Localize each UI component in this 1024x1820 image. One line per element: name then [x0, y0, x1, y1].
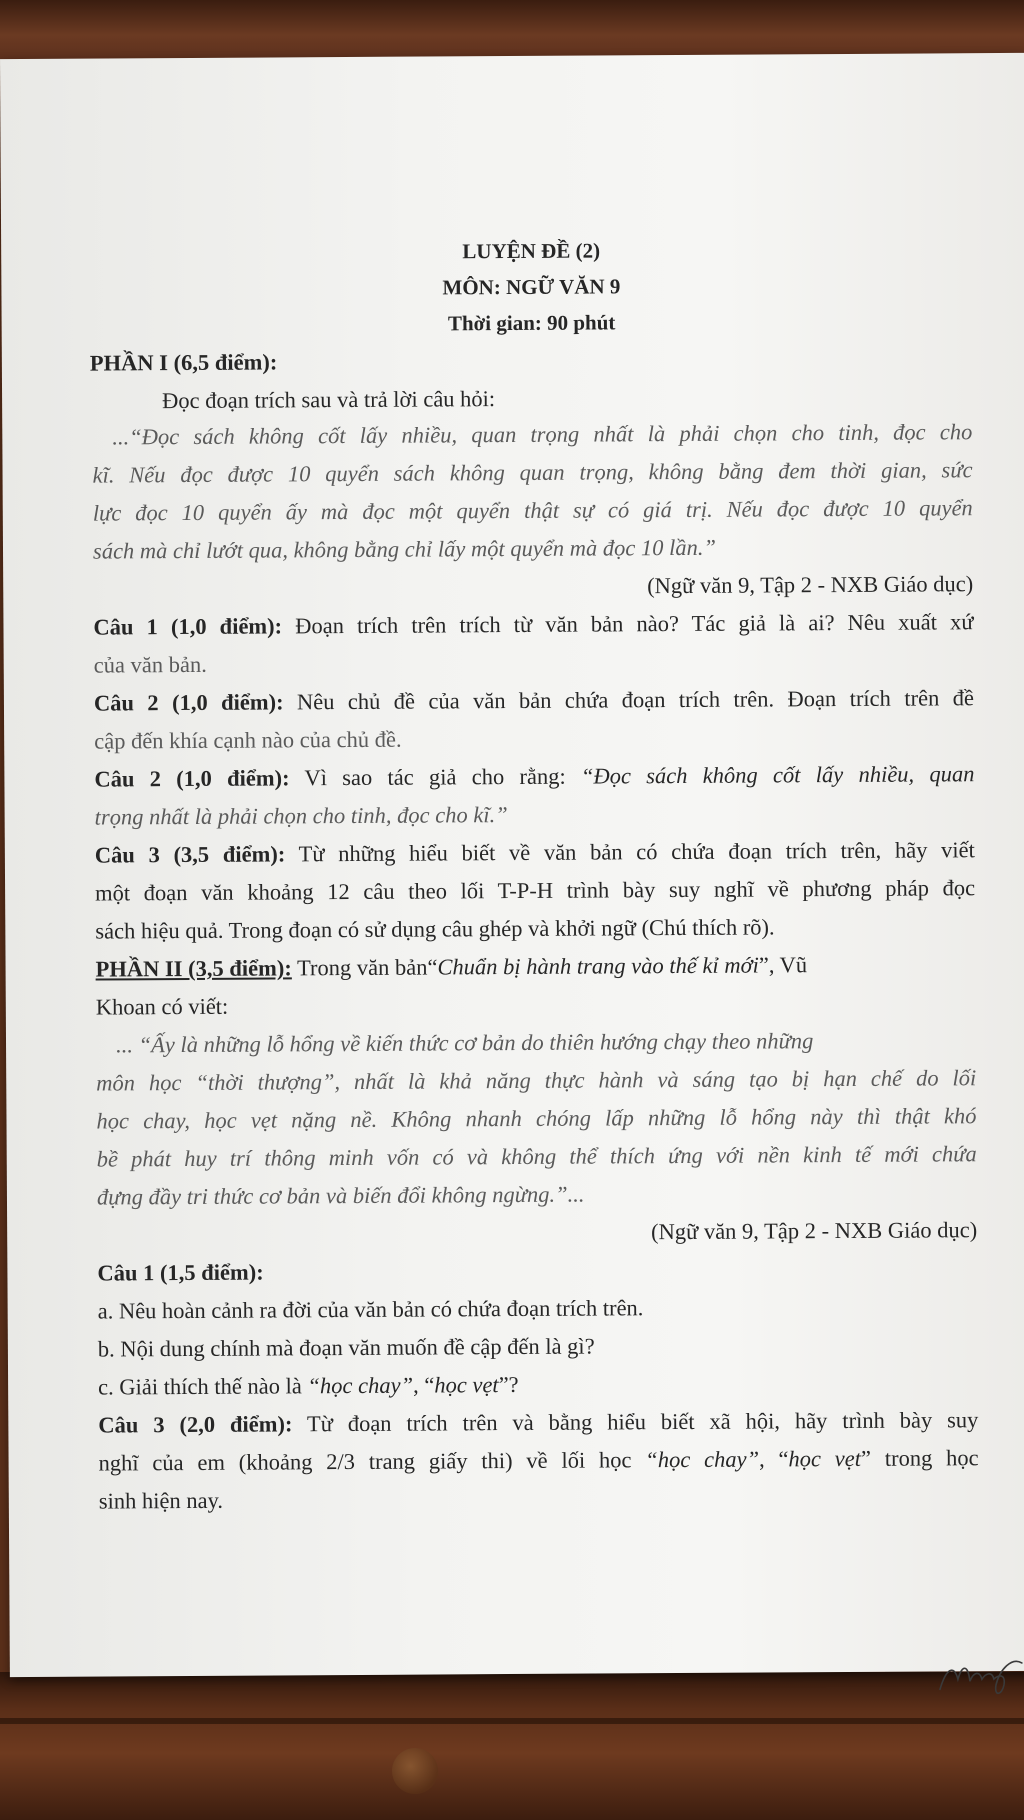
question-text: Từ đoạn trích trên và bằng hiểu biết xã hội, hãy trình bày suy	[292, 1407, 979, 1437]
part1-excerpt-line: ...“Đọc sách không cốt lấy nhiều, quan trọng nhất là phải chọn cho tinh, đọc cho	[112, 419, 973, 450]
question-text: , “	[412, 1372, 435, 1398]
part2-excerpt-line: bề phát huy trí thông minh vốn có và không thể thích ứng với nền kinh tế mới chứa	[96, 1141, 977, 1172]
part1-excerpt-line: lực đọc 10 quyển ấy mà đọc một quyển thật sự có giá trị. Nếu đọc được 10 quyển	[92, 495, 973, 526]
part2-question-3	[98, 1401, 978, 1444]
part1-question-1	[93, 603, 973, 646]
question-label: Câu 3 (2,0 điểm):	[98, 1411, 293, 1438]
exam-paper	[0, 53, 1024, 1677]
part2-excerpt-line: đựng đầy tri thức cơ bản và biến đổi không ngừng.”...	[96, 1181, 585, 1210]
question-text: Vì sao tác giả cho rằng:	[289, 763, 582, 791]
part1-instruction: Đọc đoạn trích sau và trả lời câu hỏi:	[162, 386, 496, 414]
part2-excerpt-line: môn học “thời thượng”, nhất là khả năng thực hành và sáng tạo bị hạn chế do lối	[96, 1065, 977, 1096]
quote-text: “học chay”	[307, 1372, 414, 1399]
question-text: Nêu chủ đề của văn bản chứa đoạn trích trên. Đoạn trích trên đề	[283, 685, 975, 715]
question-text: sinh hiện nay.	[98, 1487, 224, 1514]
question-label: Câu 3 (3,5 điểm):	[94, 841, 286, 868]
quote-text: “Đọc sách không cốt lấy nhiều, quan	[580, 761, 975, 789]
question-text: Đoạn trích trên trích từ văn bản nào? Tác giả là ai? Nêu xuất xứ	[282, 609, 974, 639]
work-title: Chuẩn bị hành trang vào thế kỉ mới	[437, 952, 759, 980]
part1-source: (Ngữ văn 9, Tập 2 - NXB Giáo dục)	[647, 571, 974, 599]
question-text: Từ những hiểu biết về văn bản có chứa đoạn trích trên, hãy viết	[285, 837, 975, 867]
question-text: ”?	[498, 1371, 519, 1398]
handwritten-signature	[936, 1649, 1024, 1700]
part2-intro	[95, 945, 975, 988]
part1-question-2	[94, 679, 974, 722]
part1-excerpt-line: kĩ. Nếu đọc được 10 quyển sách không quan trọng, không bằng đem thời gian, sức	[92, 457, 973, 488]
part2-question-1c	[98, 1363, 978, 1406]
question-label: Câu 1 (1,0 điểm):	[93, 613, 283, 640]
quote-text: học vẹt	[788, 1445, 862, 1472]
question-text: nghĩ của em (khoảng 2/3 trang giấy thi) về lối học	[98, 1447, 646, 1476]
part1-question-3	[95, 831, 975, 874]
question-text: của văn bản.	[93, 651, 207, 678]
exam-time: Thời gian: 90 phút	[447, 310, 616, 336]
quote-text: “học chay”	[645, 1446, 760, 1473]
question-label: Câu 2 (1,0 điểm):	[94, 765, 290, 792]
exam-title: LUYỆN ĐỀ (2)	[462, 238, 601, 264]
part1-question-2b	[94, 755, 974, 798]
question-text: , “	[758, 1446, 789, 1472]
question-text: cập đến khía cạnh nào của chủ đề.	[94, 726, 402, 754]
exam-subject: MÔN: NGỮ VĂN 9	[442, 274, 621, 300]
part1-heading: PHẦN I (6,5 điểm):	[89, 349, 278, 376]
table-carving	[392, 1748, 438, 1794]
part1-excerpt-line: sách mà chỉ lướt qua, không bằng chỉ lấy một quyển mà đọc 10 lần.”	[92, 534, 717, 564]
table-edge	[0, 1718, 1024, 1724]
part2-excerpt-line: học chay, học vẹt nặng nề. Không nhanh chóng lấp những lỗ hổng này thì thật khó	[96, 1103, 977, 1134]
intro-text: Khoan có viết:	[95, 993, 229, 1020]
part2-question-1b: b. Nội dung chính mà đoạn văn muốn đề cập đến là gì?	[97, 1333, 595, 1362]
question-text: một đoạn văn khoảng 12 câu theo lối T-P-H trình bày suy nghĩ về phương pháp đọc	[95, 875, 976, 906]
part2-question-3-line2	[98, 1439, 978, 1482]
intro-text: Trong văn bản“	[291, 954, 438, 981]
question-text: ” trong học	[860, 1445, 979, 1471]
quote-text: trọng nhất là phải chọn cho tinh, đọc cho kĩ.”	[94, 802, 508, 830]
quote-text: học vẹt	[434, 1372, 499, 1398]
question-text: c. Giải thích thế nào là	[98, 1373, 308, 1400]
part2-source: (Ngữ văn 9, Tập 2 - NXB Giáo dục)	[651, 1217, 978, 1245]
part2-heading: PHẦN II (3,5 điểm):	[95, 955, 292, 982]
wooden-table-bottom	[0, 1672, 1024, 1820]
part2-question-1a: a. Nêu hoàn cảnh ra đời của văn bản có chứa đoạn trích trên.	[97, 1295, 644, 1324]
part2-question-1-label: Câu 1 (1,5 điểm):	[97, 1259, 264, 1286]
part2-excerpt-line: ... “Ấy là những lỗ hổng về kiến thức cơ bản do thiên hướng chạy theo những	[115, 1028, 814, 1058]
question-text: sách hiệu quả. Trong đoạn có sử dụng câu ghép và khởi ngữ (Chú thích rõ).	[95, 914, 775, 944]
intro-end: ”, Vũ	[758, 952, 808, 978]
question-label: Câu 2 (1,0 điểm):	[93, 689, 284, 716]
